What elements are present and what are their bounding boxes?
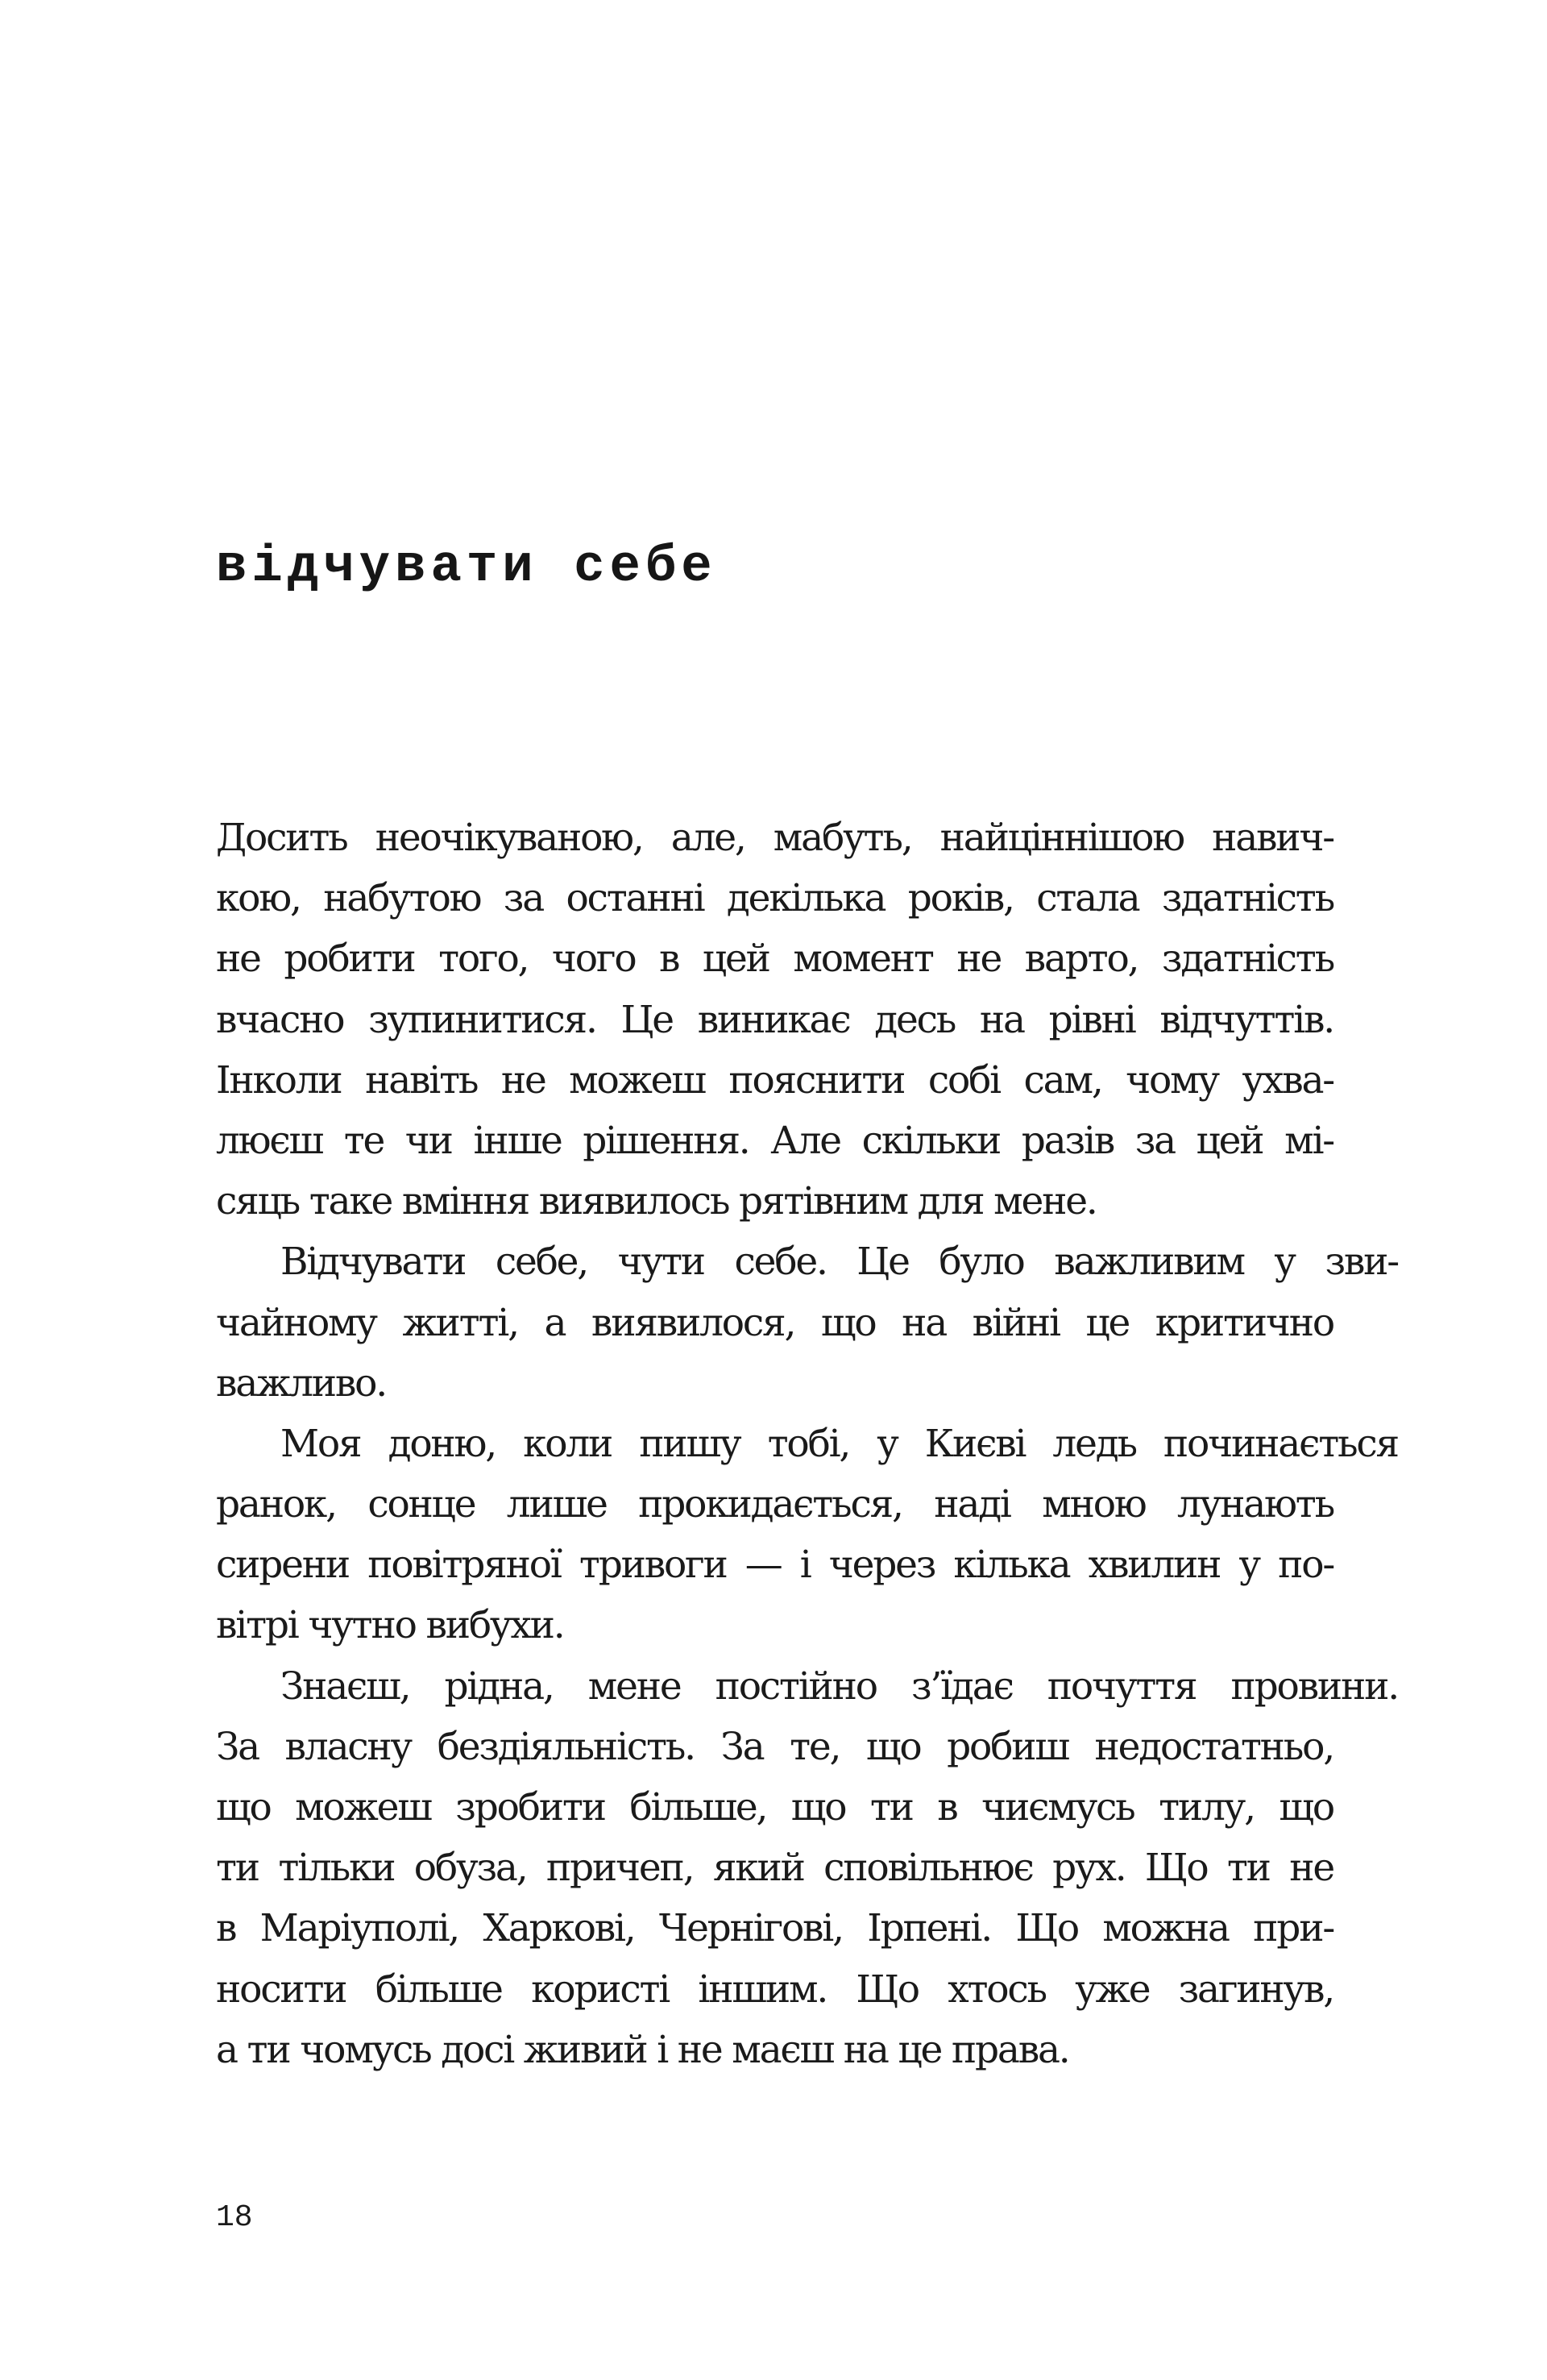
text-line: За власну бездіяльність. За те, що робиш недостатньо, [216,1724,1333,1769]
text-line: важливо. [216,1360,386,1406]
text-line: що можеш зробити більше, що ти в чиємусь тилу, що [216,1785,1333,1830]
paragraph [216,1414,1398,1656]
text-line: вітрі чутно вибухи. [216,1603,564,1648]
paragraph [216,808,1336,1232]
paragraph [216,1232,1398,1414]
text-line: в Маріуполі, Харкові, Чернігові, Ірпені. Що можна при- [216,1906,1333,1951]
text-line: кою, набутою за останні декілька років, стала здатність [216,876,1333,921]
text-line: Досить неочікуваною, але, мабуть, найціннішою навич- [216,816,1333,860]
body-text [216,808,1398,2080]
text-line: чайному житті, а виявилося, що на війні це критично [216,1300,1333,1345]
text-line: носити більше користі іншим. Що хтось уже загинув, [216,1967,1333,2012]
text-line: ти тільки обуза, причеп, який сповільнює рух. Що ти не [216,1846,1333,1891]
paragraph [216,1656,1398,2080]
text-line: не робити того, чого в цей момент не варто, здатність [216,937,1333,982]
text-line: ранок, сонце лише прокидається, наді мною лунають [216,1482,1333,1527]
text-line: вчасно зупинитися. Це виникає десь на рівні відчуттів. [216,997,1333,1042]
text-line: сяць таке вміння виявилось рятівним для мене. [216,1179,1097,1224]
text-line: Відчувати себе, чути себе. Це було важливим у зви- [280,1240,1398,1285]
text-line: люєш те чи інше рішення. Але скільки разів за цей мі- [216,1118,1333,1163]
text-line: сирени повітряної тривоги — і через кілька хвилин у по- [216,1543,1333,1588]
text-line: Інколи навіть не можеш пояснити собі сам, чому ухва- [216,1057,1333,1103]
text-line: Моя доню, коли пишу тобі, у Києві ледь починається [280,1421,1398,1466]
text-line: Знаєш, рідна, мене постійно з’їдає почуття провини. [280,1664,1398,1709]
page-number: 18 [216,2200,253,2235]
chapter-title: відчувати себе [216,538,717,596]
text-line: а ти чомусь досі живий і не маєш на це права. [216,2027,1069,2072]
